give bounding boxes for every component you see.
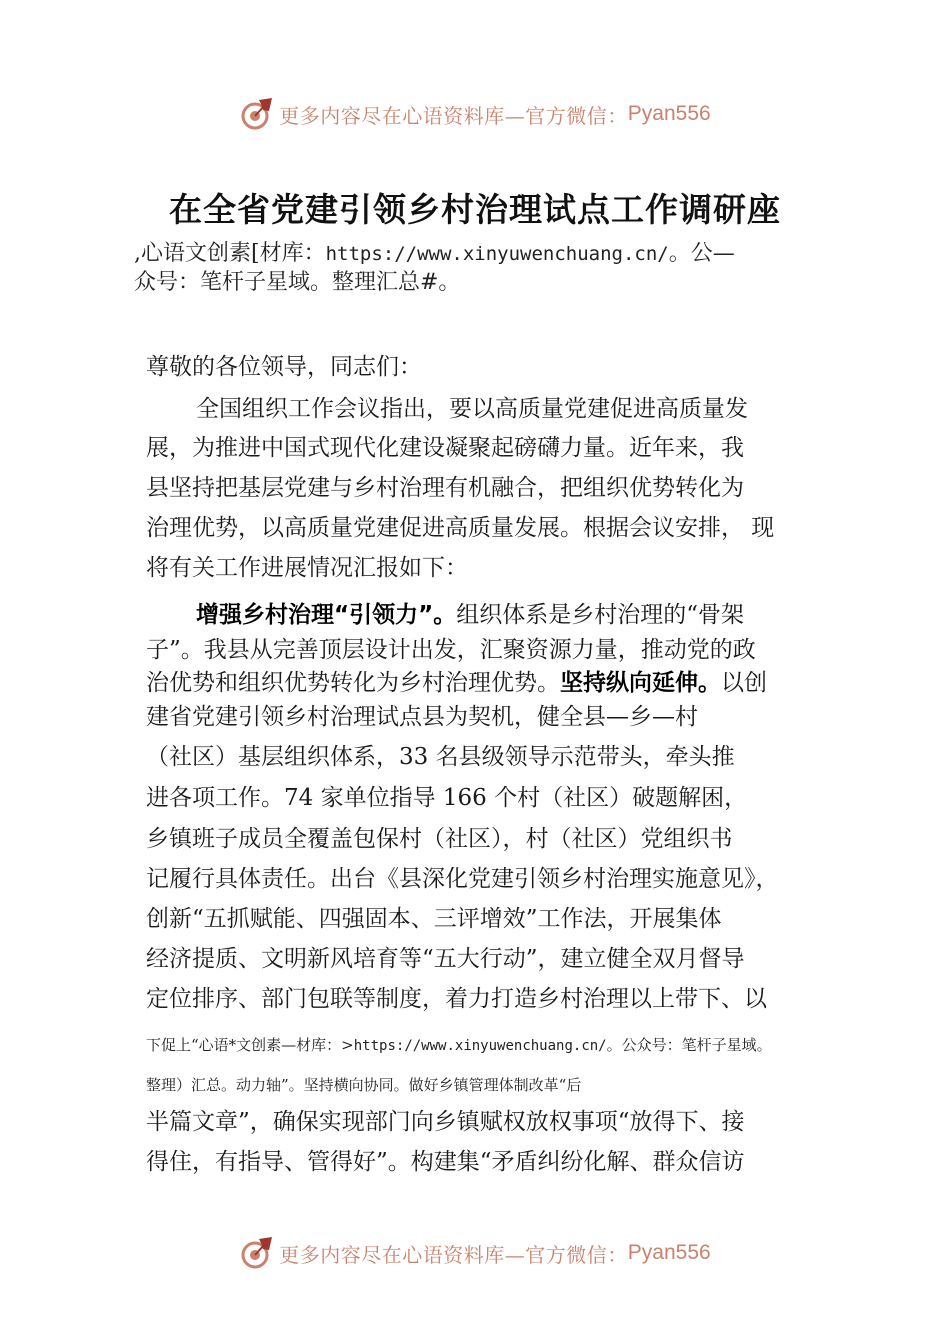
pen-nib-logo-icon (239, 96, 275, 132)
paragraph-text: 组织体系是乡村治理的“骨架 (456, 602, 744, 628)
paragraph-2-line (146, 664, 767, 697)
subtitle-url: https://www.xinyuwenchuang.cn/ (325, 243, 669, 265)
subtitle-suffix: 。公— (668, 241, 735, 266)
watermark-banner-top (0, 94, 950, 134)
watermark-wechat-id: Pyan556 (627, 1241, 711, 1264)
paragraph-3-line: 得住，有指导、管得好”。构建集“矛盾纠纷化解、群众信访 (146, 1149, 745, 1175)
paragraph-2-line: 经济提质、文明新风培育等“五大行动”，建立健全双月督导 (146, 946, 745, 972)
paragraph-1-line: 治理优势，以高质量党建促进高质量发展。根据会议安排， 现 (146, 515, 775, 541)
paragraph-text: 治优势和组织优势转化为乡村治理优势。 (146, 670, 560, 696)
subtitle-prefix: ,心语文创素[材库： (134, 241, 326, 266)
paragraph-1-line: 展，为推进中国式现代化建设凝聚起磅礴力量。近年来，我 (146, 435, 744, 461)
paragraph-2-line (196, 596, 744, 629)
subtitle-line-1 (134, 236, 834, 267)
inserted-source-line: 整理）汇总。动力轴”。坚持横向协同。做好乡镇管理体制改革“后 (146, 1076, 582, 1094)
paragraph-1-line: 全国组织工作会议指出，要以高质量党建促进高质量发 (196, 396, 748, 422)
salutation: 尊敬的各位领导，同志们： (146, 354, 422, 380)
inserted-suffix: 。公众号：笔杆子星域。 (606, 1036, 772, 1054)
paragraph-2-line: 乡镇班子成员全覆盖包保村（社区），村（社区）党组织书 (146, 826, 733, 852)
paragraph-1-line: 将有关工作进展情况汇报如下： (146, 555, 468, 581)
watermark-text: 更多内容尽在心语资料库—官方微信： (279, 1242, 628, 1267)
section-heading: 增强乡村治理“引领力”。 (196, 602, 457, 628)
paragraph-3-line: 半篇文章”，确保实现部门向乡镇赋权放权事项“放得下、接 (146, 1109, 745, 1135)
subsection-heading: 坚持纵向延伸。 (560, 670, 721, 696)
paragraph-2-line: 进各项工作。74 家单位指导 166 个村（社区）破题解困， (146, 785, 748, 811)
watermark-text: 更多内容尽在心语资料库—官方微信： (279, 103, 628, 128)
paragraph-2-line: 记履行具体责任。出台《县深化党建引领乡村治理实施意见》， (146, 866, 779, 892)
subtitle-line-2: 众号：笔杆子星域。整理汇总#。 (134, 270, 461, 295)
paragraph-2-line: （社区）基层组织体系，33 名县级领导示范带头，牵头推 (146, 744, 735, 770)
paragraph-2-line: 定位排序、部门包联等制度，着力打造乡村治理以上带下、以 (146, 986, 767, 1012)
paragraph-2-line: 创新“五抓赋能、四强固本、三评增效”工作法，开展集体 (146, 906, 722, 932)
paragraph-text: 以创 (721, 670, 767, 696)
paragraph-2-line: 子”。我县从完善顶层设计出发，汇聚资源力量，推动党的政 (146, 637, 756, 663)
pen-nib-logo-icon (239, 1235, 275, 1271)
inserted-prefix: 下促上“心语*文创素—材库：> (146, 1036, 354, 1054)
paragraph-1-line: 县坚持把基层党建与乡村治理有机融合，把组织优势转化为 (146, 475, 744, 501)
inserted-source-line (146, 1034, 772, 1055)
paragraph-2-line: 建省党建引领乡村治理试点县为契机，健全县—乡—村 (146, 704, 698, 730)
document-title: 在全省党建引领乡村治理试点工作调研座 (169, 190, 781, 229)
watermark-banner-bottom (0, 1233, 950, 1273)
watermark-wechat-id: Pyan556 (627, 102, 711, 125)
inserted-url: https://www.xinyuwenchuang.cn/ (353, 1038, 607, 1054)
